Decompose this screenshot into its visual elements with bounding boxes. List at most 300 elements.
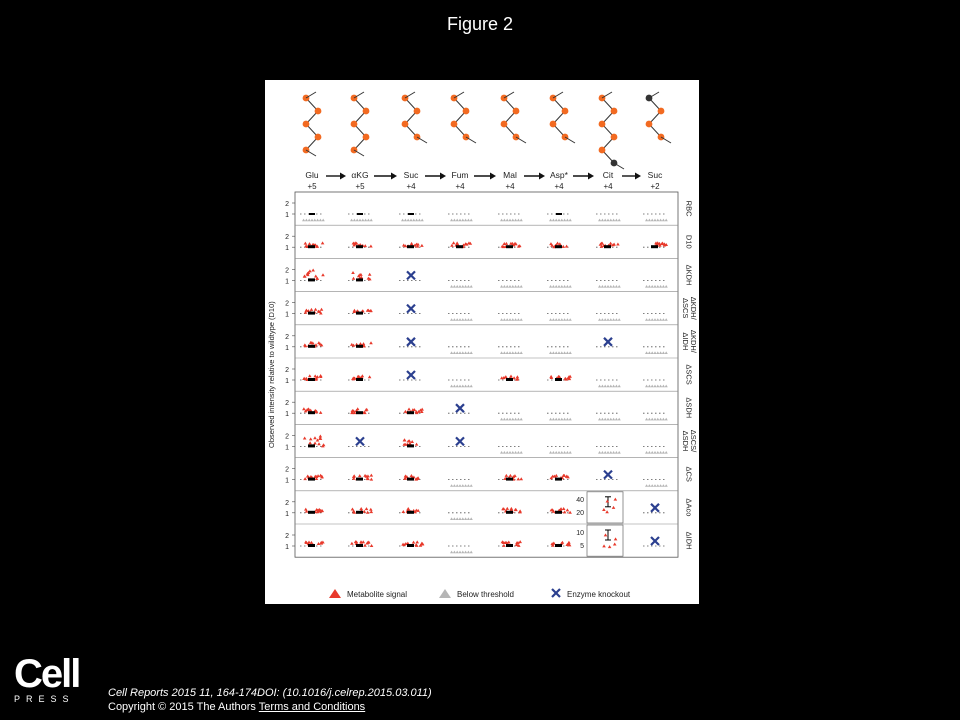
mean-marker	[407, 245, 414, 248]
below-threshold-marker	[458, 285, 461, 288]
below-threshold-marker	[514, 285, 517, 288]
strain-label-line: ΔSCS	[681, 297, 690, 319]
below-threshold-marker	[549, 318, 552, 321]
below-threshold-marker	[566, 285, 569, 288]
strain-label	[685, 265, 694, 286]
strain-label	[685, 201, 694, 217]
metabolite-name: Suc	[647, 170, 663, 180]
carbon-atom-icon	[550, 121, 557, 128]
below-threshold-marker	[563, 418, 566, 421]
below-threshold-marker	[552, 285, 555, 288]
metabolite-signal-marker	[502, 544, 506, 547]
below-threshold-marker	[609, 318, 612, 321]
below-threshold-marker	[511, 285, 514, 288]
citation-text: Cell Reports 2015 11, 164-174DOI: (10.1016/j.celrep.2015.03.011)	[108, 687, 432, 699]
metabolite-name: Asp*	[550, 170, 568, 180]
mean-marker	[308, 444, 315, 447]
metabolite-signal-marker	[321, 241, 325, 244]
below-threshold-marker	[458, 219, 461, 222]
mean-marker	[506, 511, 513, 514]
below-threshold-marker	[615, 318, 618, 321]
below-threshold-marker	[467, 351, 470, 354]
y-tick-label: 2	[285, 333, 289, 341]
below-threshold-marker	[659, 219, 662, 222]
legend-threshold-label: Below threshold	[457, 590, 514, 599]
metabolite-signal-marker	[410, 440, 414, 443]
below-threshold-marker	[563, 351, 566, 354]
y-tick-label: 1	[285, 477, 289, 485]
below-threshold-marker	[470, 285, 473, 288]
below-threshold-marker	[566, 351, 569, 354]
carbon-atom-icon	[611, 108, 618, 115]
below-threshold-marker	[563, 285, 566, 288]
y-tick-label: 1	[285, 444, 289, 452]
below-threshold-marker	[508, 318, 511, 321]
below-threshold-marker	[450, 285, 453, 288]
below-threshold-marker	[659, 351, 662, 354]
strain-label	[681, 297, 698, 321]
below-threshold-marker	[506, 318, 509, 321]
arrow-head-icon	[539, 173, 545, 180]
below-threshold-marker	[456, 385, 459, 388]
metabolite-signal-marker	[415, 540, 419, 543]
mean-marker	[407, 511, 414, 514]
metabolite-signal-marker	[314, 308, 318, 311]
metabolite-signal-marker	[303, 275, 307, 278]
mean-marker	[308, 478, 315, 481]
below-threshold-marker	[313, 219, 316, 222]
below-threshold-marker	[659, 285, 662, 288]
mean-marker	[555, 378, 562, 381]
metabolite-signal-marker	[358, 474, 362, 477]
below-threshold-marker	[520, 219, 523, 222]
mean-marker	[555, 478, 562, 481]
strain-label-line: ΔSDH	[681, 430, 690, 452]
metabolite-signal-marker	[304, 508, 308, 511]
below-threshold-marker	[653, 219, 656, 222]
below-threshold-marker	[665, 451, 668, 454]
below-threshold-marker	[557, 318, 560, 321]
metabolite-signal-marker	[368, 375, 372, 378]
below-threshold-marker	[618, 285, 621, 288]
mean-marker	[407, 411, 414, 414]
strain-label	[685, 532, 694, 550]
below-threshold-marker	[470, 351, 473, 354]
below-threshold-marker	[645, 418, 648, 421]
below-threshold-marker	[458, 318, 461, 321]
metabolite-signal-marker	[304, 242, 308, 245]
below-threshold-marker	[665, 385, 668, 388]
metabolite-signal-marker	[308, 374, 312, 377]
below-threshold-marker	[555, 219, 558, 222]
below-threshold-marker	[555, 351, 558, 354]
metabolite-name: Fum	[451, 170, 469, 180]
below-threshold-marker	[552, 451, 555, 454]
below-threshold-marker	[316, 219, 319, 222]
metabolite-signal-marker	[319, 411, 323, 414]
metabolite-signal-marker	[519, 477, 523, 480]
below-threshold-marker	[606, 451, 609, 454]
y-tick-label: 1	[285, 378, 289, 385]
below-threshold-marker	[404, 219, 407, 222]
below-threshold-marker	[461, 219, 464, 222]
below-threshold-marker	[503, 418, 506, 421]
below-threshold-marker	[520, 351, 523, 354]
metabolite-name: Suc	[403, 170, 419, 180]
strain-label	[685, 498, 694, 516]
below-threshold-marker	[662, 351, 665, 354]
below-threshold-marker	[453, 517, 456, 520]
strain-label	[681, 330, 698, 354]
mean-marker	[356, 278, 363, 281]
below-threshold-marker	[407, 219, 410, 222]
below-threshold-marker	[511, 418, 514, 421]
copyright-line	[108, 700, 432, 714]
carbon-atom-icon	[501, 121, 508, 128]
below-threshold-marker	[450, 551, 453, 554]
below-threshold-marker	[549, 219, 552, 222]
metabolite-signal-marker	[308, 242, 312, 245]
mean-marker	[309, 213, 315, 215]
below-threshold-marker	[569, 451, 572, 454]
below-threshold-marker	[601, 285, 604, 288]
below-threshold-marker	[555, 285, 558, 288]
below-threshold-marker	[367, 219, 370, 222]
below-threshold-marker	[645, 385, 648, 388]
below-threshold-marker	[665, 418, 668, 421]
below-threshold-marker	[651, 351, 654, 354]
below-threshold-marker	[511, 318, 514, 321]
below-threshold-marker	[601, 219, 604, 222]
arrow-head-icon	[391, 173, 397, 180]
below-threshold-marker	[310, 219, 313, 222]
mean-marker	[555, 511, 562, 514]
below-threshold-marker	[467, 385, 470, 388]
strain-label-line: RBC	[684, 200, 694, 217]
below-threshold-marker	[356, 219, 359, 222]
carbon-atom-icon	[351, 121, 358, 128]
figure-title: Figure 2	[446, 14, 514, 34]
metabolite-signal-marker	[556, 241, 560, 244]
strain-label	[681, 430, 698, 453]
metabolite-signal-marker	[416, 476, 420, 479]
below-threshold-marker	[506, 351, 509, 354]
mean-marker	[506, 478, 513, 481]
below-threshold-marker	[461, 285, 464, 288]
metabolite-signal-marker	[406, 507, 410, 510]
mean-marker	[308, 411, 315, 414]
below-threshold-marker	[453, 285, 456, 288]
below-threshold-marker	[648, 219, 651, 222]
metabolite-signal-marker	[308, 441, 312, 444]
strain-label	[685, 364, 694, 384]
cell-press-logo	[14, 652, 80, 704]
carbon-atom-icon	[646, 121, 653, 128]
metabolite-signal-marker	[403, 438, 407, 441]
below-threshold-marker	[612, 318, 615, 321]
carbon-atom-icon	[451, 121, 458, 128]
below-threshold-marker	[514, 318, 517, 321]
below-threshold-marker	[549, 418, 552, 421]
metabolite-signal-marker	[510, 507, 514, 510]
below-threshold-marker	[598, 318, 601, 321]
metabolite-signal-marker	[370, 544, 374, 547]
below-threshold-marker	[503, 285, 506, 288]
mean-marker	[356, 345, 363, 348]
metabolite-signal-marker	[302, 407, 306, 410]
label-count: +4	[406, 182, 416, 191]
strain-label-line: ΔKDH/	[689, 296, 698, 320]
below-threshold-marker	[520, 285, 523, 288]
below-threshold-marker	[514, 219, 517, 222]
metabolite-signal-marker	[307, 541, 311, 544]
y-tick-label: 2	[285, 300, 289, 308]
below-threshold-marker	[503, 451, 506, 454]
below-threshold-marker	[645, 285, 648, 288]
metabolite-signal-marker	[407, 408, 411, 411]
y-tick-label: 1	[285, 544, 289, 551]
below-threshold-marker	[601, 385, 604, 388]
carbon-atom-icon	[562, 108, 569, 115]
mean-marker	[356, 544, 363, 547]
below-threshold-marker	[656, 484, 659, 487]
below-threshold-marker	[461, 484, 464, 487]
metabolite-signal-marker	[402, 244, 406, 247]
below-threshold-marker	[470, 219, 473, 222]
strain-label-line: ΔKDH	[684, 264, 694, 286]
mean-marker	[356, 378, 363, 381]
below-threshold-marker	[662, 285, 665, 288]
mean-marker	[604, 245, 611, 248]
below-threshold-marker	[503, 219, 506, 222]
below-threshold-marker	[651, 219, 654, 222]
below-threshold-marker	[470, 551, 473, 554]
below-threshold-marker	[456, 285, 459, 288]
metabolite-signal-marker	[362, 342, 366, 345]
carbon-atom-icon	[463, 108, 470, 115]
metabolite-signal-marker	[350, 542, 354, 545]
below-threshold-marker	[456, 351, 459, 354]
mean-marker	[407, 478, 414, 481]
below-threshold-marker	[370, 219, 373, 222]
metabolite-signal-marker	[420, 244, 424, 247]
below-threshold-marker	[453, 551, 456, 554]
metabolite-signal-marker	[561, 541, 565, 544]
below-threshold-marker	[506, 451, 509, 454]
y-tick-label: 2	[285, 466, 289, 474]
below-threshold-marker	[458, 484, 461, 487]
carbon-atom-icon	[363, 134, 370, 141]
metabolite-signal-marker	[321, 273, 325, 276]
below-threshold-marker	[470, 385, 473, 388]
y-tick-label: 2	[285, 400, 289, 408]
below-threshold-marker	[659, 385, 662, 388]
below-threshold-marker	[549, 451, 552, 454]
carbon-atom-icon	[658, 108, 665, 115]
below-threshold-marker	[598, 451, 601, 454]
strain-label-line: ΔSCS/	[689, 429, 698, 453]
y-tick-label: 1	[285, 411, 289, 419]
mean-marker	[555, 544, 562, 547]
below-threshold-marker	[656, 418, 659, 421]
below-threshold-marker	[651, 451, 654, 454]
mean-marker	[407, 544, 414, 547]
strain-label-line: ΔAco	[684, 498, 694, 517]
figure-panel	[265, 80, 699, 604]
below-threshold-marker	[653, 484, 656, 487]
below-threshold-marker	[598, 385, 601, 388]
below-threshold-marker	[461, 351, 464, 354]
below-threshold-marker	[401, 219, 404, 222]
below-threshold-marker	[517, 318, 520, 321]
below-threshold-marker	[450, 484, 453, 487]
below-threshold-marker	[618, 451, 621, 454]
below-threshold-marker	[456, 219, 459, 222]
below-threshold-marker	[606, 385, 609, 388]
below-threshold-marker	[506, 219, 509, 222]
below-threshold-marker	[450, 351, 453, 354]
carbon-atom-icon	[402, 121, 409, 128]
below-threshold-marker	[500, 318, 503, 321]
legend-threshold-icon	[439, 589, 451, 598]
carbon-atom-icon	[513, 108, 520, 115]
below-threshold-marker	[511, 451, 514, 454]
below-threshold-marker	[464, 318, 467, 321]
below-threshold-marker	[549, 285, 552, 288]
below-threshold-marker	[461, 517, 464, 520]
below-threshold-marker	[461, 551, 464, 554]
below-threshold-marker	[464, 484, 467, 487]
below-threshold-marker	[555, 418, 558, 421]
below-threshold-marker	[615, 385, 618, 388]
below-threshold-marker	[500, 418, 503, 421]
below-threshold-marker	[618, 418, 621, 421]
y-tick-label: 1	[285, 278, 289, 286]
below-threshold-marker	[503, 351, 506, 354]
below-threshold-marker	[508, 285, 511, 288]
below-threshold-marker	[662, 418, 665, 421]
mean-marker	[308, 278, 315, 281]
below-threshold-marker	[467, 219, 470, 222]
below-threshold-marker	[520, 418, 523, 421]
below-threshold-marker	[557, 285, 560, 288]
below-threshold-marker	[645, 318, 648, 321]
below-threshold-marker	[645, 351, 648, 354]
metabolite-signal-marker	[505, 507, 509, 510]
y-tick-label: 2	[285, 267, 289, 275]
mean-marker	[356, 478, 363, 481]
below-threshold-marker	[470, 318, 473, 321]
arrow-head-icon	[635, 173, 641, 180]
below-threshold-marker	[415, 219, 418, 222]
legend-signal-icon	[329, 589, 341, 598]
below-threshold-marker	[353, 219, 356, 222]
below-threshold-marker	[651, 385, 654, 388]
terms-link[interactable]: Terms and Conditions	[258, 701, 366, 713]
metabolite-signal-marker	[311, 268, 315, 271]
below-threshold-marker	[604, 219, 607, 222]
metabolite-signal-marker	[352, 277, 356, 280]
mean-marker	[356, 511, 363, 514]
below-threshold-marker	[604, 285, 607, 288]
below-threshold-marker	[350, 219, 353, 222]
below-threshold-marker	[662, 385, 665, 388]
below-threshold-marker	[450, 219, 453, 222]
below-threshold-marker	[514, 418, 517, 421]
label-count: +2	[650, 182, 660, 191]
below-threshold-marker	[645, 484, 648, 487]
metabolite-signal-marker	[566, 508, 570, 511]
below-threshold-marker	[609, 285, 612, 288]
below-threshold-marker	[656, 385, 659, 388]
metabolite-signal-marker	[369, 244, 373, 247]
below-threshold-marker	[665, 484, 668, 487]
below-threshold-marker	[648, 451, 651, 454]
below-threshold-marker	[653, 385, 656, 388]
below-threshold-marker	[464, 551, 467, 554]
below-threshold-marker	[604, 318, 607, 321]
metabolite-signal-marker	[369, 341, 373, 344]
mean-marker	[506, 544, 513, 547]
below-threshold-marker	[517, 351, 520, 354]
below-threshold-marker	[656, 285, 659, 288]
metabolite-signal-marker	[352, 474, 356, 477]
below-threshold-marker	[500, 351, 503, 354]
below-threshold-marker	[615, 451, 618, 454]
below-threshold-marker	[569, 318, 572, 321]
below-threshold-marker	[418, 219, 421, 222]
below-threshold-marker	[458, 385, 461, 388]
below-threshold-marker	[470, 484, 473, 487]
carbon-atom-icon	[315, 134, 322, 141]
below-threshold-marker	[659, 451, 662, 454]
metabolite-signal-marker	[505, 242, 509, 245]
below-threshold-marker	[609, 418, 612, 421]
below-threshold-marker	[461, 318, 464, 321]
y-tick-label: 1	[285, 212, 289, 219]
metabolite-signal-marker	[412, 541, 416, 544]
below-threshold-marker	[662, 219, 665, 222]
below-threshold-marker	[517, 451, 520, 454]
label-count: +5	[307, 182, 317, 191]
y-tick-label: 1	[285, 510, 289, 518]
below-threshold-marker	[464, 517, 467, 520]
below-threshold-marker	[364, 219, 367, 222]
arrow-head-icon	[490, 173, 496, 180]
metabolite-signal-marker	[517, 477, 521, 480]
below-threshold-marker	[569, 351, 572, 354]
below-threshold-marker	[511, 219, 514, 222]
y-tick-label: 2	[285, 433, 289, 441]
below-threshold-marker	[598, 418, 601, 421]
below-threshold-marker	[453, 351, 456, 354]
below-threshold-marker	[464, 351, 467, 354]
below-threshold-marker	[656, 318, 659, 321]
below-threshold-marker	[456, 517, 459, 520]
below-threshold-marker	[651, 484, 654, 487]
metabolite-signal-marker	[567, 541, 571, 544]
label-count: +4	[505, 182, 515, 191]
below-threshold-marker	[653, 351, 656, 354]
metabolite-signal-marker	[368, 273, 372, 276]
metabolite-signal-marker	[313, 441, 317, 444]
metabolite-signal-marker	[518, 540, 522, 543]
logo-cell-text: Cell	[14, 652, 80, 696]
strain-label-line: ΔCS	[684, 466, 694, 482]
y-tick-label: 2	[285, 201, 289, 208]
y-tick-label: 2	[285, 367, 289, 374]
below-threshold-marker	[566, 451, 569, 454]
